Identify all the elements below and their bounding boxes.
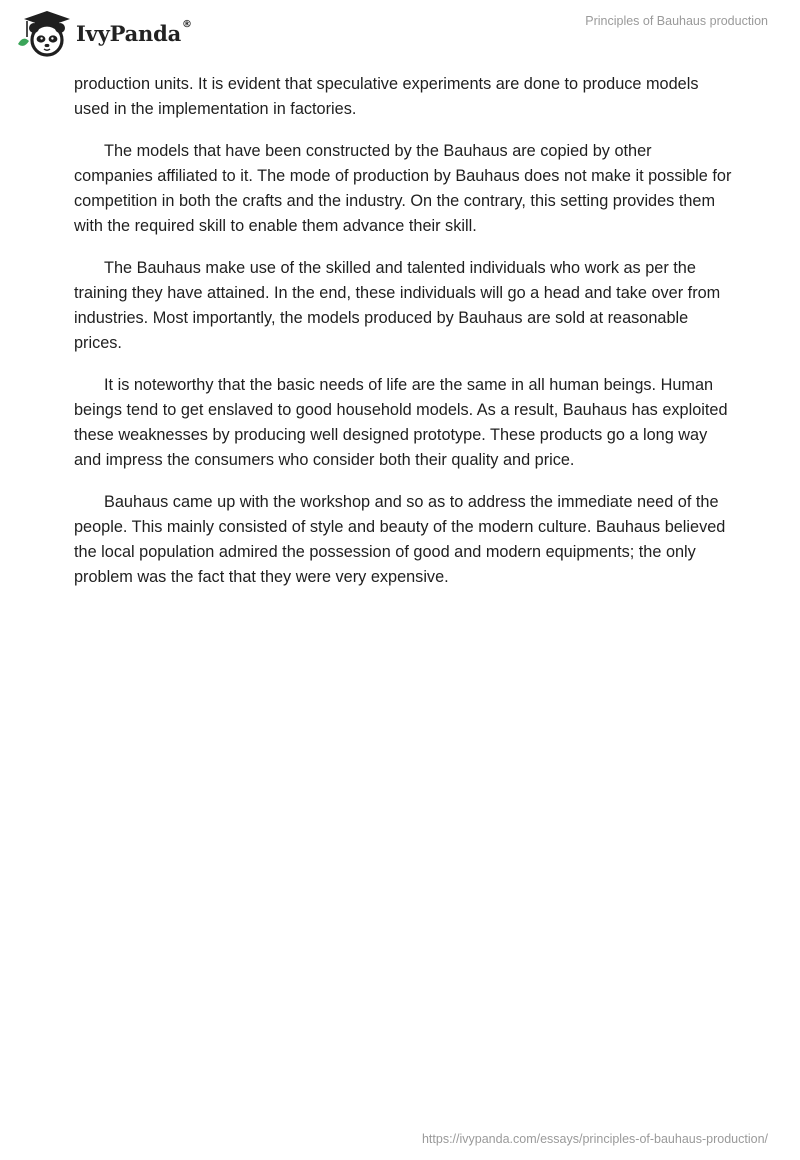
paragraph: The Bauhaus make use of the skilled and talented individuals who work as per the training they have attained. In the end, these individuals will go a head and take over from industries. Most importantly, the models produced by Bauhaus are sold at reasonable prices.	[74, 259, 721, 352]
brand-name: IvyPanda®	[76, 18, 192, 46]
paragraph: Bauhaus came up with the workshop and so as to address the immediate need of the people. This mainly consisted of style and beauty of the modern culture. Bauhaus believed the local population admired the possession of good and modern equipments; the only problem was the fact that they were very expensive.	[74, 493, 726, 586]
paragraph: The models that have been constructed by the Bauhaus are copied by other companies affiliated to it. The mode of production by Bauhaus does not make it possible for competition in both the crafts and the industry. On the contrary, this setting provides them with the required skill to enable them advance their skill.	[74, 142, 732, 235]
registered-mark: ®	[182, 18, 192, 30]
page-header	[0, 0, 800, 70]
panda-graduation-cap-icon	[14, 8, 72, 58]
paragraph: production units. It is evident that speculative experiments are done to produce models used in the implementation in factories.	[74, 75, 699, 118]
running-title: Principles of Bauhaus production	[585, 14, 768, 28]
ivypanda-logo[interactable]	[14, 8, 192, 58]
source-url[interactable]: https://ivypanda.com/essays/principles-of-bauhaus-production/	[421, 1132, 768, 1146]
paragraph: It is noteworthy that the basic needs of life are the same in all human beings. Human beings tend to get enslaved to good household models. As a result, Bauhaus has exploited these weaknesses by producing well designed prototype. These products go a long way and impress the consumers who consider both their quality and price.	[74, 376, 728, 469]
essay-body	[74, 72, 734, 607]
